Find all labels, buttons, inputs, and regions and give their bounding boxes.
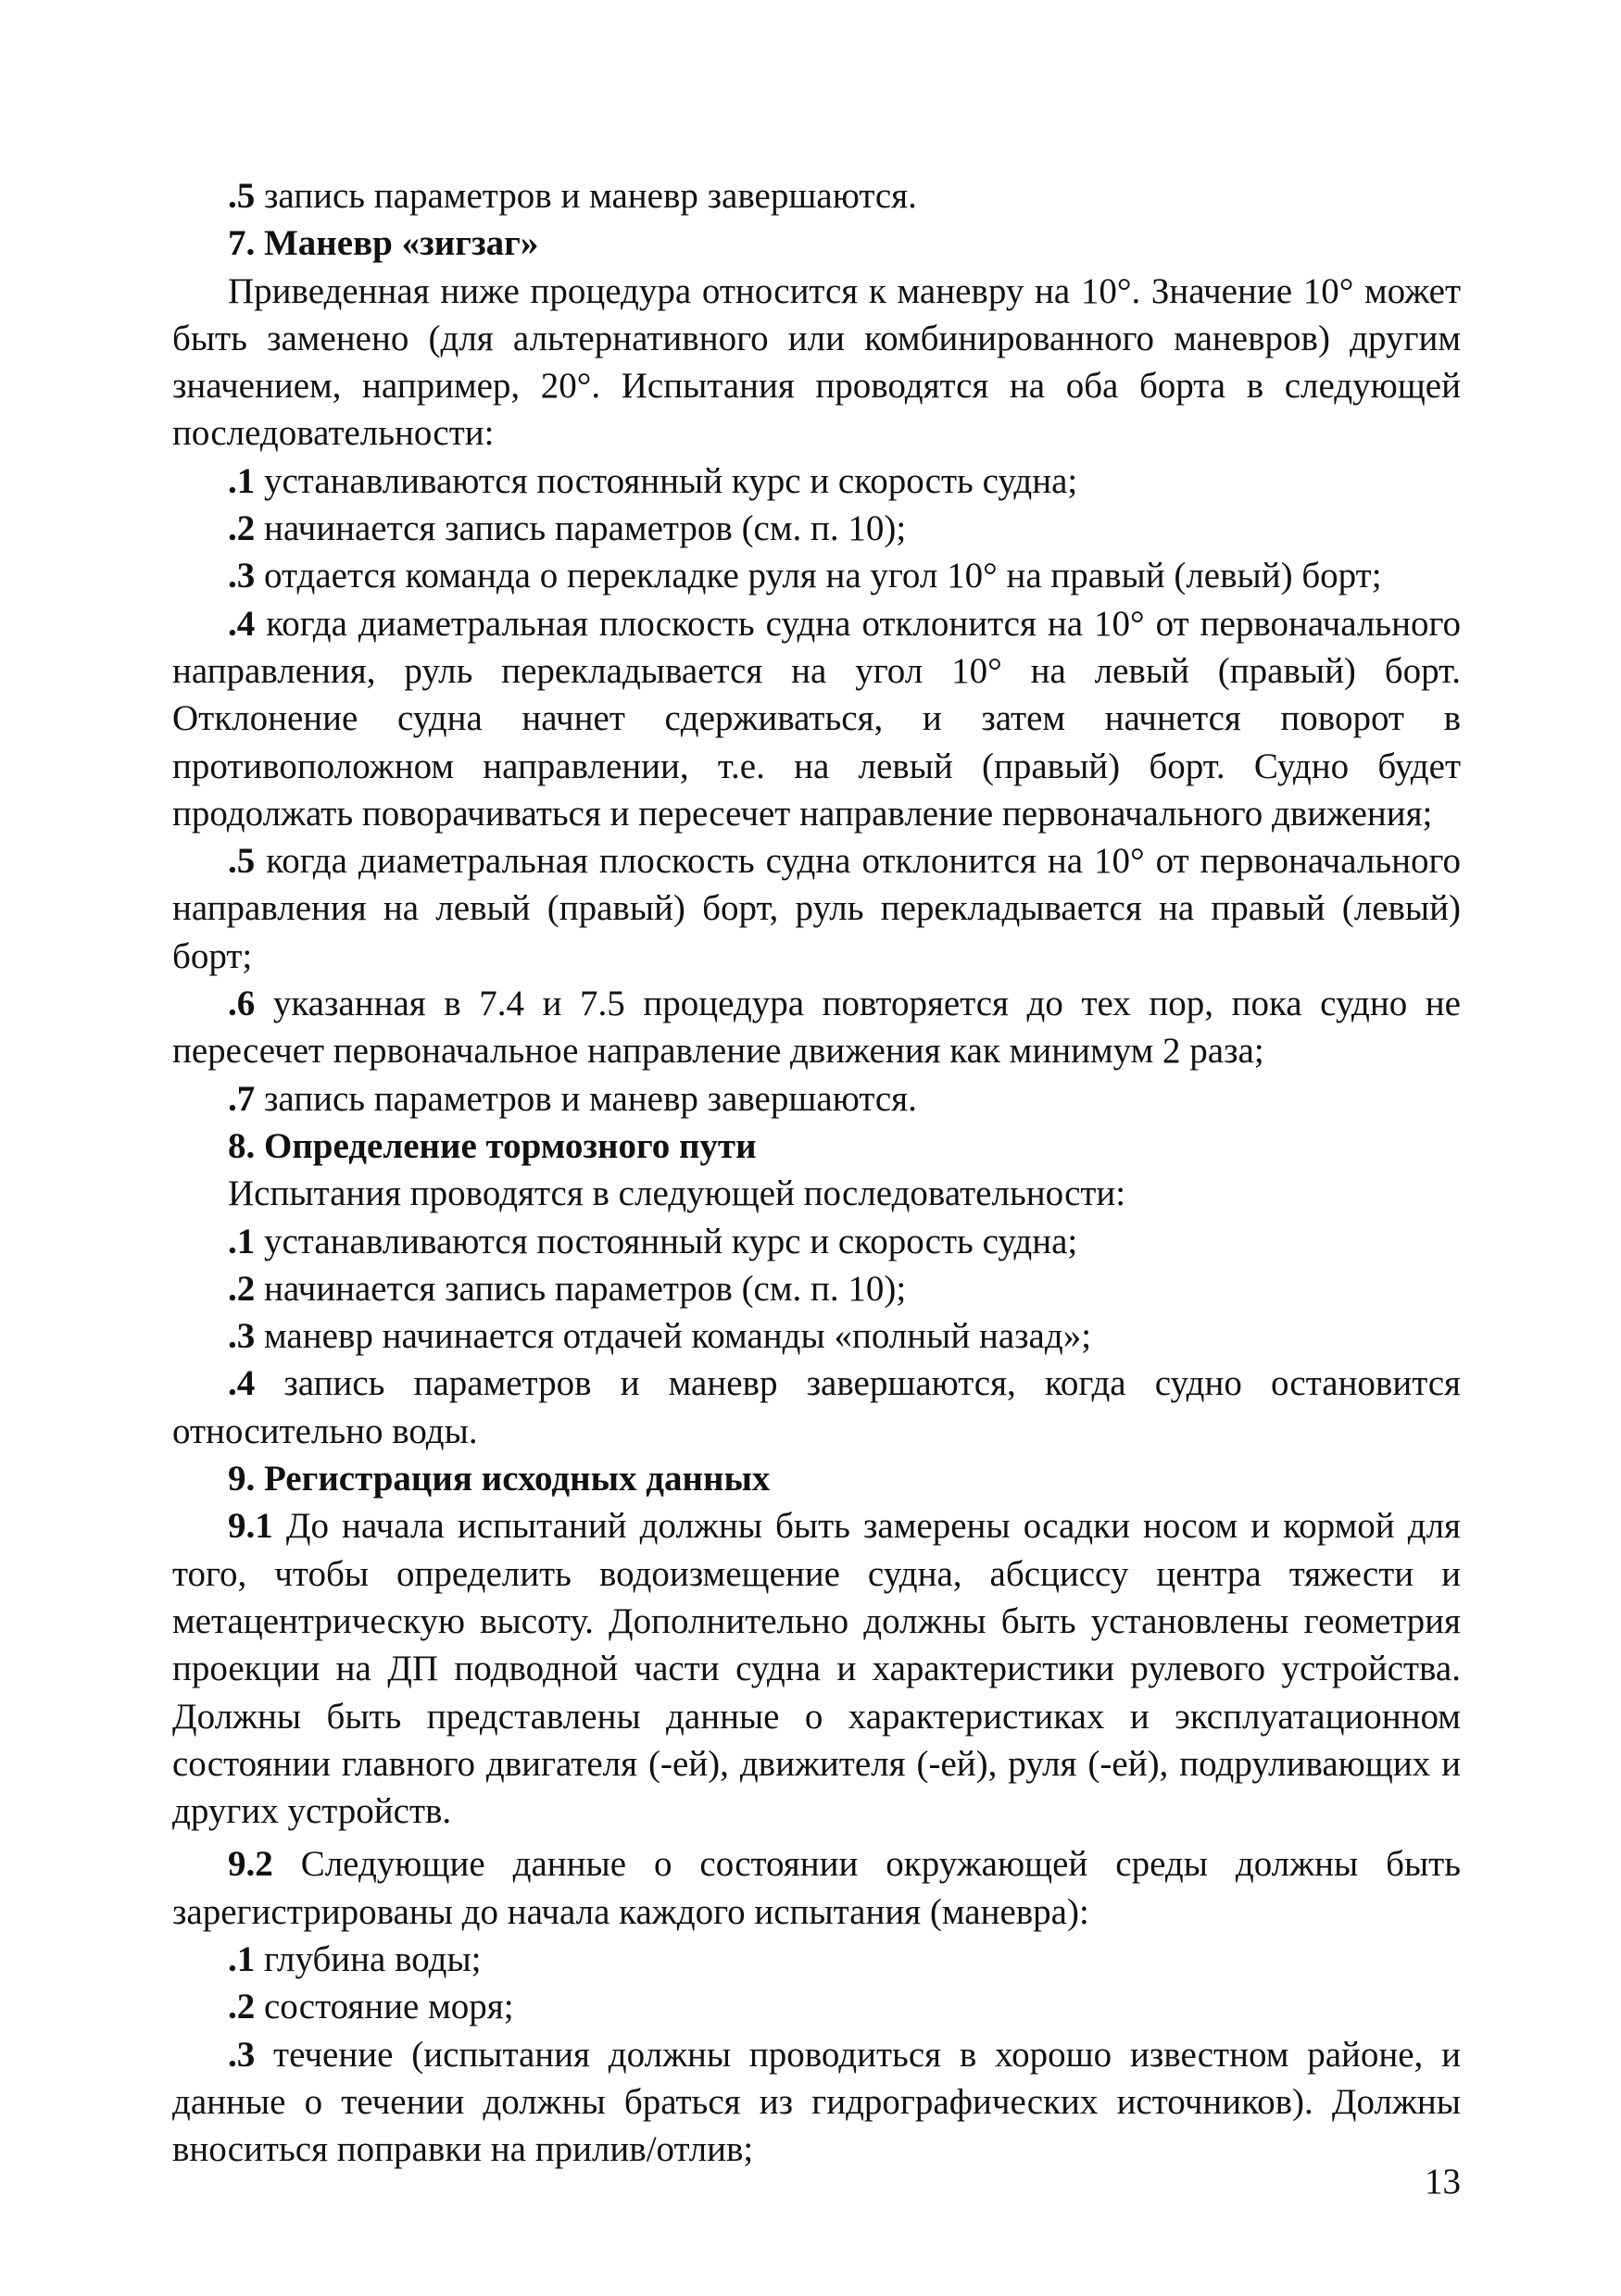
item-text: маневр начинается отдачей команды «полный назад»; [255,1316,1092,1357]
paragraph [172,1312,1461,1360]
item-number: .3 [228,1316,256,1357]
item-number: .1 [228,1938,256,1979]
section-heading-7: 7. Маневр «зигзаг» [228,223,539,264]
page-body [172,172,1461,2173]
paragraph [172,552,1461,599]
item-text: начинается запись параметров (см. п. 10); [255,508,907,549]
item-text: указанная в 7.4 и 7.5 процедура повторяется до тех пор, пока судно не пересечет первоначальное направление движения как минимум 2 раза; [172,984,1461,1072]
paragraph [172,458,1461,505]
item-text: глубина воды; [255,1938,482,1979]
item-number: 9.2 [228,1844,273,1885]
item-number: .4 [228,1363,256,1404]
item-number: .5 [228,841,256,882]
paragraph: Испытания проводятся в следующей последовательности: [228,1173,1126,1214]
item-number: .5 [228,176,256,216]
item-number: .6 [228,984,256,1024]
paragraph [172,1075,1461,1123]
item-text: запись параметров и маневр завершаются, когда судно остановится относительно воды. [172,1363,1461,1451]
item-number: .1 [228,1221,256,1261]
item-text: устанавливаются постоянный курс и скорость судна; [255,1221,1078,1261]
item-number: .3 [228,2034,256,2075]
item-text: устанавливаются постоянный курс и скорость судна; [255,460,1078,501]
item-number: .2 [228,1987,256,2027]
paragraph [172,1983,1461,2030]
item-number: .4 [228,603,256,644]
paragraph [172,1936,1461,1983]
paragraph [172,980,1461,1075]
paragraph [172,505,1461,552]
item-text: запись параметров и маневр завершаются. [255,1078,917,1119]
paragraph: Приведенная ниже процедура относится к маневру на 10°. Значение 10° может быть заменено (для альтернативного или комбинированного маневров) другим значением, например, 20°. Испытания проводятся на оба борта в следующей последовательности: [172,270,1461,454]
item-number: .2 [228,1268,256,1309]
paragraph [172,2031,1461,2174]
paragraph [172,1360,1461,1455]
paragraph [172,1218,1461,1265]
item-text: Следующие данные о состоянии окружающей среды должны быть зарегистрированы до начала каждого испытания (маневра): [172,1844,1461,1932]
item-number: .2 [228,508,256,549]
item-text: состояние моря; [255,1987,514,2027]
paragraph [172,837,1461,980]
paragraph [172,172,1461,220]
paragraph [172,1502,1461,1835]
item-text: течение (испытания должны проводиться в хорошо известном районе, и данные о течении должны браться из гидрографических источников). Должны вноситься поправки на прилив/отлив; [172,2034,1461,2170]
item-text: запись параметров и маневр завершаются. [255,176,917,216]
section-heading-9: 9. Регистрация исходных данных [228,1459,771,1499]
item-text: начинается запись параметров (см. п. 10); [255,1268,907,1309]
paragraph [172,600,1461,837]
item-text: До начала испытаний должны быть замерены осадки носом и кормой для того, чтобы определить водоизмещение судна, абсциссу центра тяжести и метацентрическую высоту. Дополнительно должны быть установлены геометрия проекции на ДП подводной части судна и характеристики рулевого устройства. Должны быть представлены данные о характеристиках и эксплуатационном состоянии главного двигателя (-ей), движителя (-ей), руля (-ей), подруливающих и других устройств. [172,1506,1461,1832]
paragraph [172,1840,1461,1936]
item-number: .3 [228,556,256,596]
paragraph [172,1265,1461,1312]
item-text: когда диаметральная плоскость судна отклонится на 10° от первоначального направления на левый (правый) борт, руль перекладывается на правый (левый) борт; [172,841,1461,976]
item-text: отдается команда о перекладке руля на угол 10° на правый (левый) борт; [255,556,1382,596]
section-heading-8: 8. Определение тормозного пути [228,1125,757,1166]
page-number: 13 [1425,2162,1461,2202]
item-number: .7 [228,1078,256,1119]
item-text: когда диаметральная плоскость судна отклонится на 10° от первоначального направления, руль перекладывается на угол 10° на левый (правый) борт. Отклонение судна начнет сдерживаться, и затем начнется поворот в противоположном направлении, т.е. на левый (правый) борт. Судно будет продолжать поворачиваться и пересечет направление первоначального движения; [172,603,1461,834]
item-number: .1 [228,460,256,501]
item-number: 9.1 [228,1506,273,1547]
